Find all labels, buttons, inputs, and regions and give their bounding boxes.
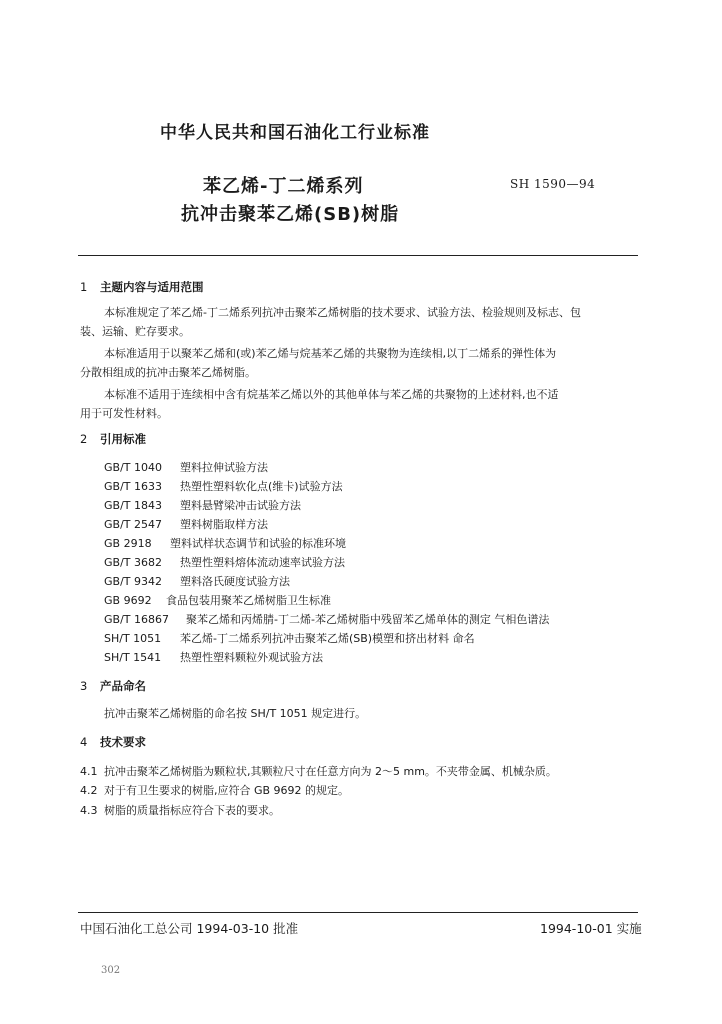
reference-name: 塑料拉伸试验方法 xyxy=(180,461,268,474)
clause-text: 抗冲击聚苯乙烯树脂为颗粒状,其颗粒尺寸在任意方向为 2～5 mm。不夹带金属、机械杂质。 xyxy=(104,765,557,778)
reference-item xyxy=(104,478,343,494)
reference-code: SH/T 1541 xyxy=(104,651,162,664)
reference-item xyxy=(104,630,475,646)
paragraph-line: 抗冲击聚苯乙烯树脂的命名按 SH/T 1051 规定进行。 xyxy=(104,707,367,720)
section-4-heading xyxy=(80,734,146,750)
reference-name: 热塑性塑料软化点(维卡)试验方法 xyxy=(180,480,343,493)
reference-item xyxy=(104,611,549,627)
section-title: 主题内容与适用范围 xyxy=(100,280,204,294)
reference-code: GB/T 3682 xyxy=(104,556,162,569)
paragraph-line: 本标准适用于以聚苯乙烯和(或)苯乙烯与烷基苯乙烯的共聚物为连续相,以丁二烯系的弹性体为 xyxy=(104,347,557,360)
reference-name: 苯乙烯-丁二烯系列抗冲击聚苯乙烯(SB)模塑和挤出材料 命名 xyxy=(180,632,475,645)
reference-code: GB/T 2547 xyxy=(104,518,162,531)
reference-name: 热塑性塑料颗粒外观试验方法 xyxy=(180,651,323,664)
document-title-line-2: 抗冲击聚苯乙烯(SB)树脂 xyxy=(181,204,400,225)
reference-code: GB/T 1040 xyxy=(104,461,162,474)
clause-number: 4.2 xyxy=(80,784,98,797)
section-number: 3 xyxy=(80,679,88,693)
reference-item xyxy=(104,554,345,570)
reference-item xyxy=(104,535,346,551)
section-number: 4 xyxy=(80,735,88,749)
reference-name: 食品包装用聚苯乙烯树脂卫生标准 xyxy=(166,594,331,607)
clause-text: 树脂的质量指标应符合下表的要求。 xyxy=(104,804,280,817)
reference-code: SH/T 1051 xyxy=(104,632,162,645)
reference-code: GB 2918 xyxy=(104,537,152,550)
clause-item xyxy=(80,763,557,779)
clause-number: 4.3 xyxy=(80,804,98,817)
page-number: 302 xyxy=(101,965,121,976)
section-number: 2 xyxy=(80,432,88,446)
clause-item xyxy=(80,782,349,798)
standard-number: SH 1590—94 xyxy=(510,177,596,191)
reference-item xyxy=(104,459,268,475)
reference-name: 塑料洛氏硬度试验方法 xyxy=(180,575,290,588)
implementation-date: 1994-10-01 实施 xyxy=(540,921,642,936)
clause-item xyxy=(80,802,280,818)
reference-name: 塑料悬臂梁冲击试验方法 xyxy=(180,499,301,512)
paragraph-line: 用于可发性材料。 xyxy=(80,407,168,420)
industry-standard-title: 中华人民共和国石油化工行业标准 xyxy=(160,123,430,143)
reference-item xyxy=(104,649,323,665)
footer-divider xyxy=(78,912,638,913)
section-1-heading xyxy=(80,279,204,295)
reference-code: GB/T 1843 xyxy=(104,499,162,512)
paragraph-line: 分散相组成的抗冲击聚苯乙烯树脂。 xyxy=(80,366,256,379)
reference-code: GB/T 9342 xyxy=(104,575,162,588)
document-title-line-1: 苯乙烯-丁二烯系列 xyxy=(203,176,364,197)
reference-item xyxy=(104,573,290,589)
reference-name: 热塑性塑料熔体流动速率试验方法 xyxy=(180,556,345,569)
section-number: 1 xyxy=(80,280,88,294)
approval-statement: 中国石油化工总公司 1994-03-10 批准 xyxy=(80,921,299,936)
reference-name: 塑料试样状态调节和试验的标准环境 xyxy=(170,537,346,550)
reference-code: GB/T 16867 xyxy=(104,613,169,626)
reference-name: 塑料树脂取样方法 xyxy=(180,518,268,531)
reference-item xyxy=(104,497,301,513)
paragraph-line: 本标准规定了苯乙烯-丁二烯系列抗冲击聚苯乙烯树脂的技术要求、试验方法、检验规则及标志、包 xyxy=(104,306,581,319)
section-title: 技术要求 xyxy=(100,735,146,749)
reference-code: GB 9692 xyxy=(104,594,152,607)
reference-name: 聚苯乙烯和丙烯腈-丁二烯-苯乙烯树脂中残留苯乙烯单体的测定 气相色谱法 xyxy=(186,613,550,626)
header-divider xyxy=(78,255,638,256)
clause-text: 对于有卫生要求的树脂,应符合 GB 9692 的规定。 xyxy=(104,784,350,797)
section-3-heading xyxy=(80,678,146,694)
paragraph-line: 本标准不适用于连续相中含有烷基苯乙烯以外的其他单体与苯乙烯的共聚物的上述材料,也不适 xyxy=(104,388,559,401)
section-title: 产品命名 xyxy=(100,679,146,693)
paragraph-line: 装、运输、贮存要求。 xyxy=(80,325,190,338)
section-title: 引用标准 xyxy=(100,432,146,446)
reference-item xyxy=(104,516,268,532)
clause-number: 4.1 xyxy=(80,765,98,778)
reference-item xyxy=(104,592,331,608)
section-2-heading xyxy=(80,431,146,447)
reference-code: GB/T 1633 xyxy=(104,480,162,493)
